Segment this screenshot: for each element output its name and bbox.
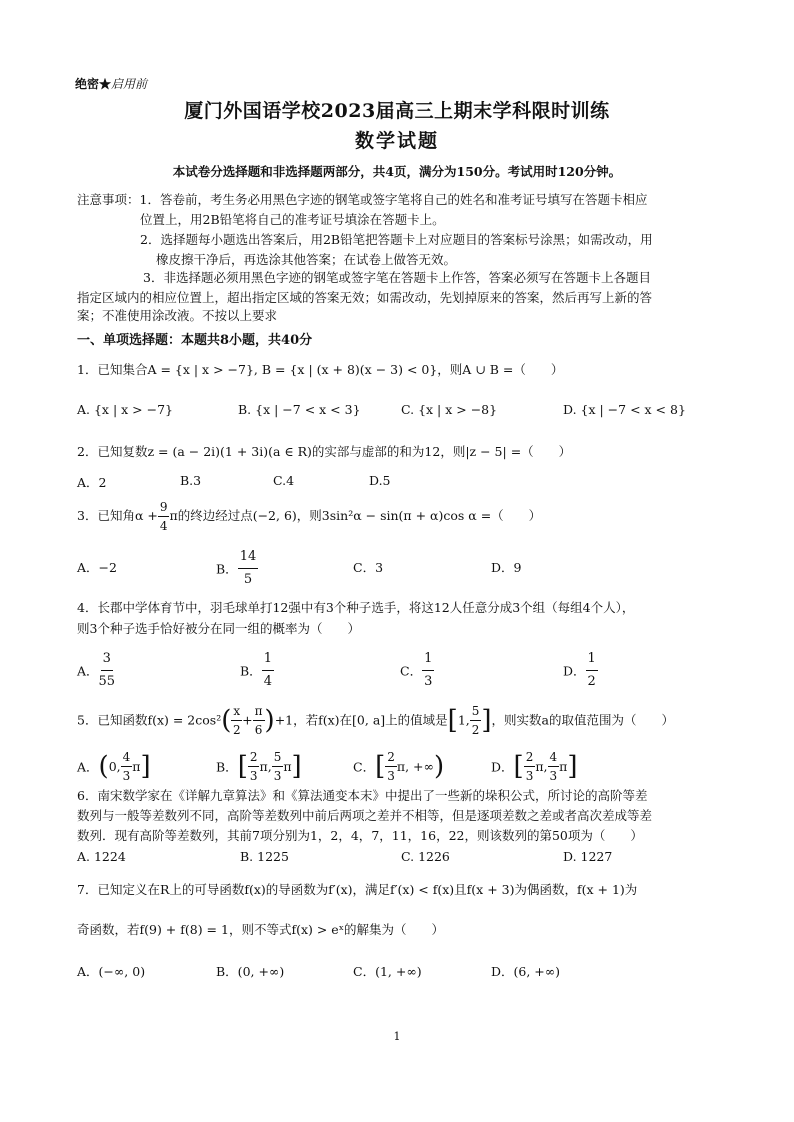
q5-option-d: D．[ $\frac{2}{3}$ π, $\frac{4}{3}$ π] [491,750,578,783]
q2-option-c: C.4 [273,473,295,488]
q4-option-b: B． $\frac{1}{4}$ [240,648,274,693]
question-5-stem: 5．已知函数f(x) = 2cos²( $\frac{x}{2}$ + $\frac{\pi}{6}$ )+1，若f(x)在[0, a]上的值域是[1, $\frac{5}{2}$ ]，则实数a的取值范围为（ ） [77,704,674,737]
question-2-stem: 2．已知复数z = (a − 2i)(1 + 3i)(a ∈ R)的实部与虚部的和为12，则|z − 5| =（ ） [77,444,572,459]
q6-option-a: A. 1224 [77,849,126,864]
notice-line-1: 注意事项：1．答卷前，考生务必用黑色字迹的钢笔或签字笔将自己的姓名和准考证号填写在答题卡相应 [77,192,648,207]
confidential-mark: 绝密★启用前 [75,77,148,91]
q7-option-b: B．(0, +∞) [216,964,285,979]
q3-option-d: D．9 [491,560,522,575]
q3-option-c: C．3 [353,560,384,575]
q7-option-d: D．(6, +∞) [491,964,561,979]
exam-title: 厦门外国语学校2023届高三上期末学科限时训练 [184,100,610,122]
notice-line-3: 2．选择题每小题选出答案后，用2B铅笔把答题卡上对应题目的答案标号涂黑；如需改动，用 [140,232,653,247]
notice-line-2: 位置上，用2B铅笔将自己的准考证号填涂在答题卡上。 [140,212,445,227]
q2-option-a: A．2 [77,475,107,490]
q2-option-b: B.3 [180,473,202,488]
q4-option-a: A． $\frac{3}{55}$ [77,648,115,693]
notice-line-5: 3．非选择题必须用黑色字迹的钢笔或签字笔在答题卡上作答，答案必须写在答题卡上各题目 [143,270,651,285]
q5-option-b: B．[ $\frac{2}{3}$ π, $\frac{5}{3}$ π] [216,750,302,783]
q1-option-b: B. {x | −7 < x < 3} [238,402,361,417]
question-4-stem-line-1: 4．长郡中学体育节中，羽毛球单打12强中有3个种子选手，将这12人任意分成3个组（每组4个人）， [77,600,635,615]
q1-option-d: D. {x | −7 < x < 8} [563,402,686,417]
page-number: 1 [393,1030,401,1043]
q5-option-c: C．[ $\frac{2}{3}$ π, +∞) [353,750,445,783]
question-7-stem-line-2: 奇函数，若f(9) + f(8) = 1，则不等式f(x) > eˣ的解集为（ ） [77,922,445,937]
question-1-stem: 1．已知集合A = {x | x > −7}, B = {x | (x + 8)(x − 3) < 0}，则A ∪ B =（ ） [77,362,564,377]
q2-option-d: D.5 [369,473,391,488]
q7-option-c: C．(1, +∞) [353,964,422,979]
question-4-stem-line-2: 则3个种子选手恰好被分在同一组的概率为（ ） [77,621,360,636]
q6-option-d: D. 1227 [563,849,613,864]
q3-option-b: B． $\frac{14}{5}$ [216,546,258,591]
question-6-stem-line-2: 数列与一般等差数列不同，高阶等差数列中前后两项之差并不相等，但是逐项差数之差或者高次差成等差 [77,808,653,823]
question-6-stem-line-3: 数列．现有高阶等差数列，其前7项分别为1，2，4，7，11，16，22，则该数列的第50项为（ ） [77,828,643,843]
q1-option-a: A. {x | x > −7} [77,402,173,417]
question-6-stem-line-1: 6．南宋数学家在《详解九章算法》和《算法通变本末》中提出了一些新的垛积公式，所讨论的高阶等差 [77,788,648,803]
q5-option-a: A．(0, $\frac{4}{3}$ π] [77,750,151,783]
q6-option-b: B. 1225 [240,849,289,864]
exam-subject: 数学试题 [354,130,439,152]
q4-option-c: C． $\frac{1}{3}$ [400,648,434,693]
q1-option-c: C. {x | x > −8} [401,402,498,417]
notice-line-4: 橡皮擦干净后，再选涂其他答案；在试卷上做答无效。 [156,252,457,267]
notice-line-7: 案；不准使用涂改液。不按以上要求 [77,308,278,323]
exam-intro: 本试卷分选择题和非选择题两部分，共4页，满分为150分。考试用时120分钟。 [172,164,622,179]
question-7-stem-line-1: 7．已知定义在R上的可导函数f(x)的导函数为f′(x)，满足f′(x) < f(x)且f(x + 3)为偶函数，f(x + 1)为 [77,882,638,897]
q6-option-c: C. 1226 [401,849,450,864]
q7-option-a: A．(−∞, 0) [77,964,146,979]
q3-option-a: A．−2 [77,560,117,575]
q4-option-d: D． $\frac{1}{2}$ [563,648,598,693]
notice-line-6: 指定区域内的相应位置上，超出指定区域的答案无效；如需改动，先划掉原来的答案，然后再写上新的答 [77,290,653,305]
question-3-stem: 3．已知角α + $\frac{9}{4}$ π的终边经过点(−2, 6)，则3sin²α − sin(π + α)cos α =（ ） [77,500,542,533]
section-heading: 一、单项选择题：本题共8小题，共40分 [77,333,313,348]
